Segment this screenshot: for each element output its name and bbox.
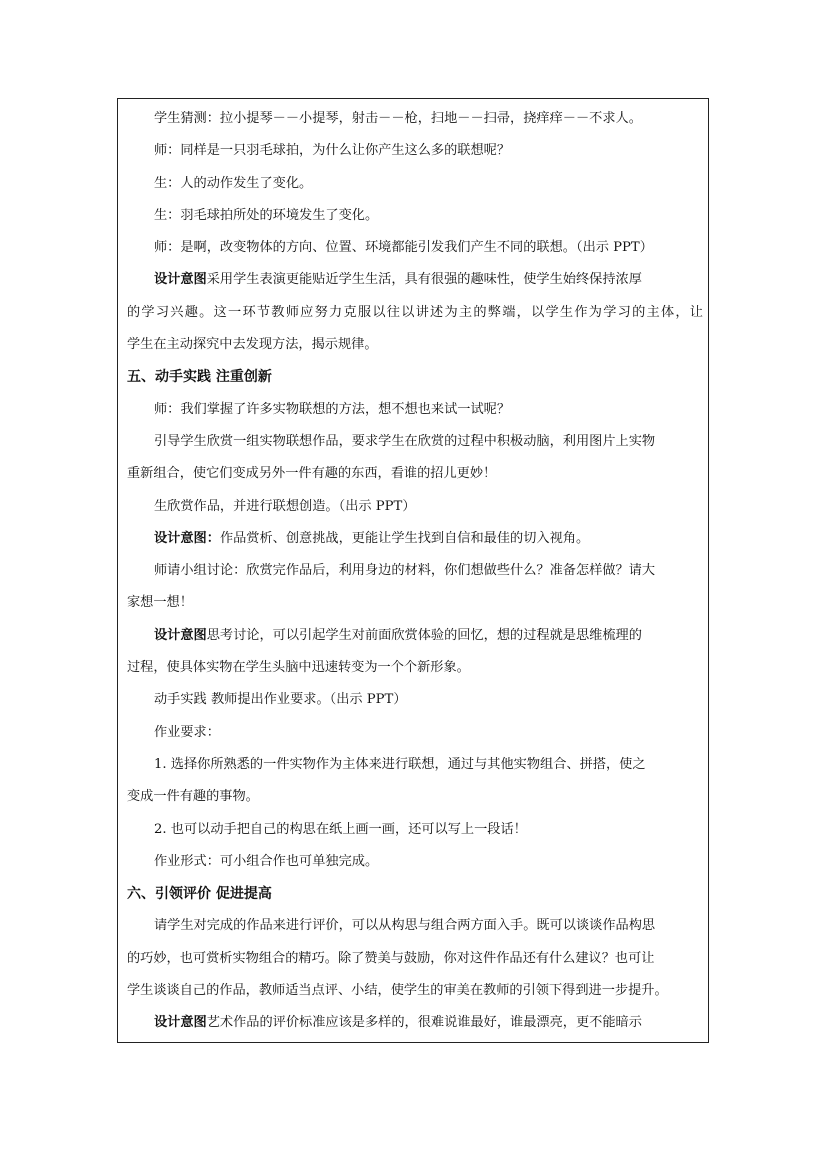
line-text: 生：人的动作发生了变化。 bbox=[154, 175, 313, 191]
paragraph-line bbox=[127, 426, 703, 458]
paragraph-line bbox=[127, 846, 703, 878]
line-text: 作业形式：可小组合作也可单独完成。 bbox=[154, 853, 379, 869]
paragraph-line bbox=[127, 458, 703, 490]
line-text: 动手实践 教师提出作业要求。（出示 PPT） bbox=[154, 692, 407, 708]
line-text: 师：是啊，改变物体的方向、位置、环境都能引发我们产生不同的联想。（出示 PPT） bbox=[154, 240, 653, 256]
line-text: 学生猜测：拉小提琴－－小提琴，射击－－枪，扫地－－扫帚，挠痒痒－－不求人。 bbox=[154, 111, 642, 126]
line-text: 采用学生表演更能贴近学生生活，具有很强的趣味性，使学生始终保持浓厚 bbox=[206, 272, 642, 288]
line-text: 生欣赏作品，并进行联想创造。（出示 PPT） bbox=[154, 498, 416, 514]
list-item bbox=[127, 749, 703, 781]
design-intent-line bbox=[127, 264, 703, 296]
paragraph-line bbox=[127, 684, 703, 716]
line-text: 2. 也可以动手把自己的构思在纸上画一画，还可以写上一段话！ bbox=[154, 821, 527, 837]
section-heading-text: 六、引领评价 促进提高 bbox=[127, 886, 272, 903]
line-text: 过程，使具体实物在学生头脑中迅速转变为一个个新形象。 bbox=[127, 660, 470, 676]
section-heading-text: 五、动手实践 注重创新 bbox=[127, 369, 272, 386]
page-border-box bbox=[117, 98, 709, 1043]
line-text: 学生谈谈自己的作品，教师适当点评、小结，使学生的审美在教师的引领下得到进一步提升。 bbox=[127, 983, 668, 999]
design-intent-line bbox=[127, 620, 703, 652]
design-intent-label: 设计意图 bbox=[154, 1015, 207, 1031]
line-text: 请学生对完成的作品来进行评价，可以从构思与组合两方面入手。既可以谈谈作品构思 bbox=[154, 918, 656, 934]
line-text: 生：羽毛球拍所处的环境发生了变化。 bbox=[154, 207, 379, 223]
paragraph-line bbox=[127, 232, 703, 264]
paragraph-line bbox=[127, 135, 703, 167]
paragraph-line bbox=[127, 329, 703, 361]
line-text: 变成一件有趣的事物。 bbox=[127, 789, 259, 805]
line-text: 学生在主动探究中去发现方法，揭示规律。 bbox=[127, 337, 378, 353]
paragraph-line bbox=[127, 975, 703, 1007]
line-text: 思考讨论，可以引起学生对前面欣赏体验的回忆，想的过程就是思维梳理的 bbox=[206, 627, 642, 643]
document-content bbox=[127, 103, 703, 1040]
line-text: 师：同样是一只羽毛球拍，为什么让你产生这么多的联想呢？ bbox=[154, 143, 511, 159]
line-text: 作品赏析、创意挑战，更能让学生找到自信和最佳的切入视角。 bbox=[219, 530, 590, 546]
line-text: 艺术作品的评价标准应该是多样的，很难说谁最好，谁最漂亮，更不能暗示 bbox=[206, 1015, 642, 1031]
paragraph-line bbox=[127, 103, 703, 135]
section-heading-6 bbox=[127, 878, 703, 910]
line-text: 重新组合，使它们变成另外一件有趣的东西，看谁的招儿更妙！ bbox=[127, 466, 497, 482]
paragraph-line bbox=[127, 491, 703, 523]
design-intent-label: 设计意图 bbox=[154, 272, 207, 288]
paragraph-line bbox=[127, 652, 703, 684]
line-text: 1. 选择你所熟悉的一件实物作为主体来进行联想，通过与其他实物组合、拼搭，使之 bbox=[154, 756, 646, 772]
paragraph-line bbox=[127, 297, 703, 329]
line-text: 师：我们掌握了许多实物联想的方法，想不想也来试一试呢？ bbox=[154, 401, 511, 417]
list-item-continuation bbox=[127, 781, 703, 813]
design-intent-label: 设计意图： bbox=[154, 530, 220, 546]
paragraph-line bbox=[127, 555, 703, 587]
line-text: 的巧妙，也可赏析实物组合的精巧。除了赞美与鼓励，你对这件作品还有什么建议？也可让 bbox=[127, 950, 655, 966]
line-text: 师请小组讨论：欣赏完作品后，利用身边的材料，你们想做些什么？准备怎样做？请大 bbox=[154, 563, 656, 579]
list-item bbox=[127, 814, 703, 846]
line-text: 引导学生欣赏一组实物联想作品，要求学生在欣赏的过程中积极动脑，利用图片上实物 bbox=[154, 433, 656, 449]
design-intent-line bbox=[127, 1007, 703, 1039]
paragraph-line bbox=[127, 943, 703, 975]
section-heading-5 bbox=[127, 361, 703, 393]
paragraph-line bbox=[127, 717, 703, 749]
design-intent-line bbox=[127, 523, 703, 555]
paragraph-line bbox=[127, 910, 703, 942]
paragraph-line bbox=[127, 394, 703, 426]
line-text: 作业要求： bbox=[154, 724, 220, 740]
line-text: 家想一想！ bbox=[127, 595, 193, 611]
line-text: 的学习兴趣。这一环节教师应努力克服以往以讲述为主的弊端，以学生作为学习的主体，让 bbox=[127, 304, 703, 320]
paragraph-line bbox=[127, 200, 703, 232]
paragraph-line bbox=[127, 168, 703, 200]
design-intent-label: 设计意图 bbox=[154, 627, 207, 643]
paragraph-line bbox=[127, 587, 703, 619]
